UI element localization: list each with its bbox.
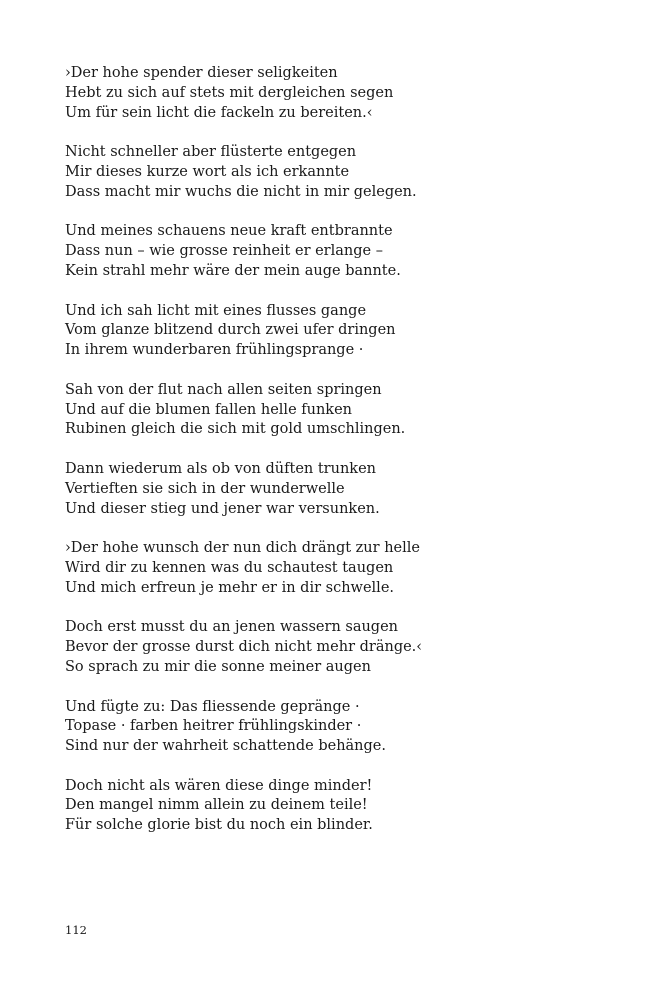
verse-line: Hebt zu sich auf stets mit dergleichen segen bbox=[65, 84, 394, 101]
verse-line: Rubinen gleich die sich mit gold umschlingen. bbox=[65, 421, 406, 438]
stanza bbox=[65, 64, 625, 123]
verse-line: Sah von der flut nach allen seiten springen bbox=[65, 381, 382, 398]
verse-line: Und ich sah licht mit eines flusses gange bbox=[65, 302, 367, 319]
verse-line: Kein strahl mehr wäre der mein auge bannte. bbox=[65, 262, 401, 279]
poem-text bbox=[65, 64, 625, 856]
verse-line: In ihrem wunderbaren frühlingsprange · bbox=[65, 342, 364, 359]
stanza bbox=[65, 539, 625, 598]
verse-line: Bevor der grosse durst dich nicht mehr dränge.‹ bbox=[65, 639, 423, 656]
verse-line: Doch nicht als wären diese dinge minder! bbox=[65, 777, 373, 794]
verse-line: ›Der hohe spender dieser seligkeiten bbox=[65, 65, 338, 81]
verse-line: Vertieften sie sich in der wunderwelle bbox=[65, 480, 345, 497]
stanza bbox=[65, 460, 625, 519]
stanza bbox=[65, 698, 625, 757]
stanza bbox=[65, 302, 625, 361]
verse-line: Sind nur der wahrheit schattende behänge. bbox=[65, 738, 386, 755]
verse-line: Und fügte zu: Das fliessende gepränge · bbox=[65, 698, 360, 715]
verse-line: Mir dieses kurze wort als ich erkannte bbox=[65, 163, 350, 180]
verse-line: Topase · farben heitrer frühlingskinder · bbox=[65, 718, 362, 735]
verse-line: So sprach zu mir die sonne meiner augen bbox=[65, 658, 371, 675]
page-number: 112 bbox=[65, 923, 87, 937]
verse-line: Dass macht mir wuchs die nicht in mir gelegen. bbox=[65, 183, 417, 200]
verse-line: Dass nun – wie grosse reinheit er erlange – bbox=[65, 243, 383, 260]
verse-line: Für solche glorie bist du noch ein blinder. bbox=[65, 817, 373, 834]
verse-line: Doch erst musst du an jenen wassern saugen bbox=[65, 619, 399, 636]
verse-line: Und dieser stieg und jener war versunken. bbox=[65, 500, 380, 517]
verse-line: Vom glanze blitzend durch zwei ufer dringen bbox=[65, 322, 396, 339]
stanza bbox=[65, 143, 625, 202]
verse-line: Und mich erfreun je mehr er in dir schwelle. bbox=[65, 579, 395, 596]
verse-line: ›Der hohe wunsch der nun dich drängt zur helle bbox=[65, 540, 420, 557]
verse-line: Nicht schneller aber flüsterte entgegen bbox=[65, 144, 357, 161]
verse-line: Wird dir zu kennen was du schautest taugen bbox=[65, 559, 394, 576]
verse-line: Und auf die blumen fallen helle funken bbox=[65, 401, 353, 418]
stanza bbox=[65, 618, 625, 677]
verse-line: Um für sein licht die fackeln zu bereiten.‹ bbox=[65, 104, 373, 121]
stanza bbox=[65, 381, 625, 440]
verse-line: Den mangel nimm allein zu deinem teile! bbox=[65, 797, 368, 814]
stanza bbox=[65, 777, 625, 836]
verse-line: Dann wiederum als ob von düften trunken bbox=[65, 460, 376, 477]
stanza bbox=[65, 222, 625, 281]
verse-line: Und meines schauens neue kraft entbrannte bbox=[65, 223, 393, 240]
